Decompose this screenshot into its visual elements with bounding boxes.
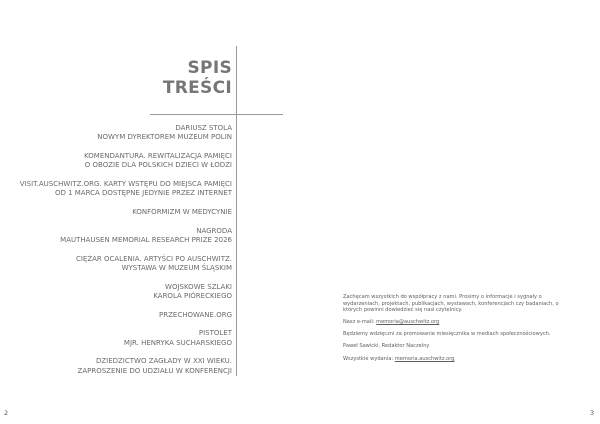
toc-item[interactable]: [0, 255, 232, 274]
toc-item-line: ZAPROSZENIE DO UDZIAŁU W KONFERENCJI: [77, 366, 232, 375]
toc-item-line: WYSTAWA W MUZEUM ŚLĄSKIM: [121, 264, 232, 272]
toc-item[interactable]: [0, 180, 232, 199]
editions-link[interactable]: memoria.auschwitz.org: [394, 355, 455, 362]
toc-item-line: MJR. HENRYKA SUCHARSKIEGO: [123, 338, 232, 347]
page-number-left: 2: [4, 409, 9, 417]
note-editions-line: [343, 356, 573, 363]
toc-item[interactable]: [0, 311, 232, 320]
note-thanks: Będziemy wdzięczni za promowanie miesięcznika w mediach społecznościowych.: [343, 331, 551, 338]
toc-item[interactable]: [0, 357, 232, 376]
vertical-divider: [236, 46, 237, 376]
horizontal-divider: [150, 114, 283, 115]
table-of-contents: [0, 124, 232, 385]
toc-item-line: KAROLA PIÓRECKIEGO: [153, 292, 232, 300]
toc-item-line: NOWYM DYREKTOREM MUZEUM POLIN: [97, 133, 232, 142]
note-intro: Zachęcam wszystkich do współpracy z nami. Prosimy o informacje i sygnały o wydarzeniach, projektach, publikacjach, wystawach, konferencjach czy badaniach, o których powinni dowiedzieć się nasi czytelnicy.: [343, 294, 559, 314]
toc-item[interactable]: [0, 227, 232, 246]
toc-item[interactable]: [0, 124, 232, 143]
toc-item-line: DZIEDZICTWO ZAGŁADY W XXI WIEKU.: [95, 357, 232, 366]
page-title: [150, 58, 232, 98]
toc-item-line: DARIUSZ STOLA: [175, 124, 232, 132]
toc-item-line: PISTOLET: [198, 329, 232, 338]
title-line-1: SPIS: [187, 58, 232, 78]
toc-item-line: KONFORMIZM W MEDYCYNIE: [132, 208, 232, 216]
email-label: Nasz e-mail:: [343, 319, 377, 326]
toc-item-line: VISIT.AUSCHWITZ.ORG. KARTY WSTĘPU DO MIEJSCA PAMIĘCI: [19, 180, 232, 188]
toc-item-line: NAGRODA: [196, 226, 232, 235]
toc-item-line: MAUTHAUSEN MEMORIAL RESEARCH PRIZE 2026: [60, 236, 232, 244]
toc-item[interactable]: [0, 283, 232, 302]
editor-note: [343, 294, 573, 368]
email-link[interactable]: memoria@auschwitz.org: [376, 319, 440, 326]
title-line-2: TREŚCI: [162, 78, 232, 98]
toc-item-line: OD 1 MARCA DOSTĘPNE JEDYNIE PRZEZ INTERNET: [54, 189, 232, 198]
toc-item-line: CIĘŻAR OCALENIA. ARTYŚCI PO AUSCHWITZ.: [75, 254, 232, 263]
toc-item[interactable]: [0, 329, 232, 348]
toc-item-line: KOMENDANTURA. REWITALIZACJA PAMIĘCI: [84, 152, 232, 160]
toc-item[interactable]: [0, 208, 232, 217]
page-number-right: 3: [590, 409, 595, 417]
note-email-line: [343, 319, 573, 326]
editions-label: Wszystkie wydania:: [343, 355, 395, 362]
toc-item-line: PRZECHOWANE.ORG: [159, 310, 232, 319]
toc-item-line: O OBOZIE DLA POLSKICH DZIECI W ŁODZI: [84, 161, 232, 170]
note-signature: Paweł Sawicki, Redaktor Naczelny: [343, 343, 430, 350]
toc-item[interactable]: [0, 152, 232, 171]
toc-item-line: WOJSKOWE SZLAKI: [165, 282, 232, 291]
